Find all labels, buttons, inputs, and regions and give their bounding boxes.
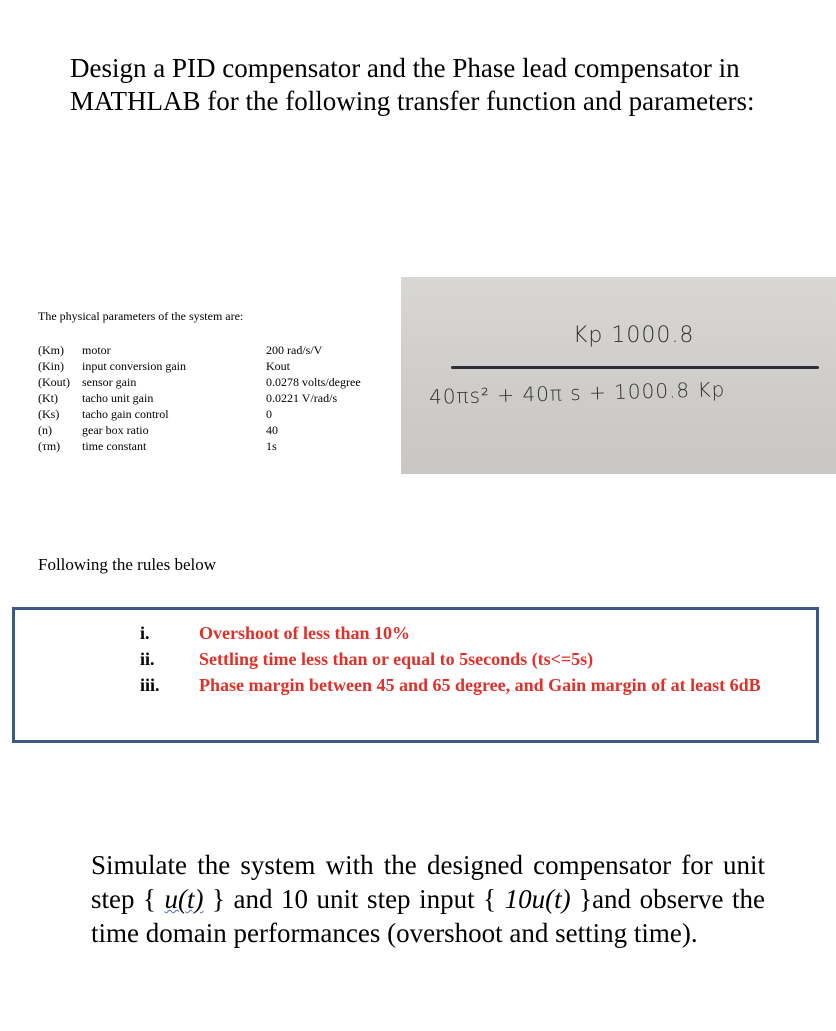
param-symbol: (Kout) [38,375,70,389]
params-title: The physical parameters of the system are: [38,309,244,323]
param-symbol: (Ks) [38,407,60,421]
rule-text: Phase margin between 45 and 65 degree, and Gain margin of at least 6dB [199,675,761,695]
param-description: gear box ratio [82,423,149,437]
rule-text: Overshoot of less than 10% [199,623,410,643]
transfer-function-numerator: Kp 1000.8 [573,323,695,348]
param-symbol: (n) [38,423,52,437]
param-description: sensor gain [82,375,137,389]
param-value: 0.0221 V/rad/s [266,391,338,405]
page-heading: Design a PID compensator and the Phase lead compensator in MATHLAB for the following transfer function and parameters: [70,53,755,116]
param-symbol: (Kt) [38,391,58,405]
param-value: Kout [266,359,290,373]
rule-item [12,620,819,646]
ten-unit-step-term: 10u(t) [504,884,571,914]
param-symbol: (Km) [38,343,64,357]
param-value: 1s [266,439,277,453]
param-description: time constant [82,439,147,453]
param-description: motor [82,343,111,357]
param-value: 0.0278 volts/degree [266,375,361,389]
simulate-text-part2: } and 10 unit step input { [212,884,497,914]
param-symbol: (Kin) [38,359,64,373]
simulation-instructions [91,848,765,950]
unit-step-term: u(t) [164,884,204,914]
rule-item [12,646,819,672]
param-description: tacho gain control [82,407,169,421]
simulate-text-part3: }and observe the time domain performances (overshoot and setting time). [91,884,766,948]
transfer-function-denominator: 40πs² + 40π s + 1000.8 Kp [428,377,726,409]
rule-item [12,672,819,724]
param-description: input conversion gain [82,359,186,373]
fraction-line [451,366,819,369]
param-value: 200 rad/s/V [266,343,323,357]
rule-text: Settling time less than or equal to 5seconds (ts<=5s) [199,649,594,669]
simulate-text-part1: Simulate the system with the designed compensator for unit step { [91,850,765,914]
param-description: tacho unit gain [82,391,154,405]
handwritten-transfer-function-photo [401,277,836,474]
rule-number: i. [140,623,150,643]
param-value: 40 [266,423,278,437]
rule-number: ii. [140,649,155,669]
rule-number: iii. [140,675,160,695]
param-symbol: (τm) [38,439,61,453]
param-value: 0 [266,407,272,421]
following-rules-label: Following the rules below [38,555,217,574]
